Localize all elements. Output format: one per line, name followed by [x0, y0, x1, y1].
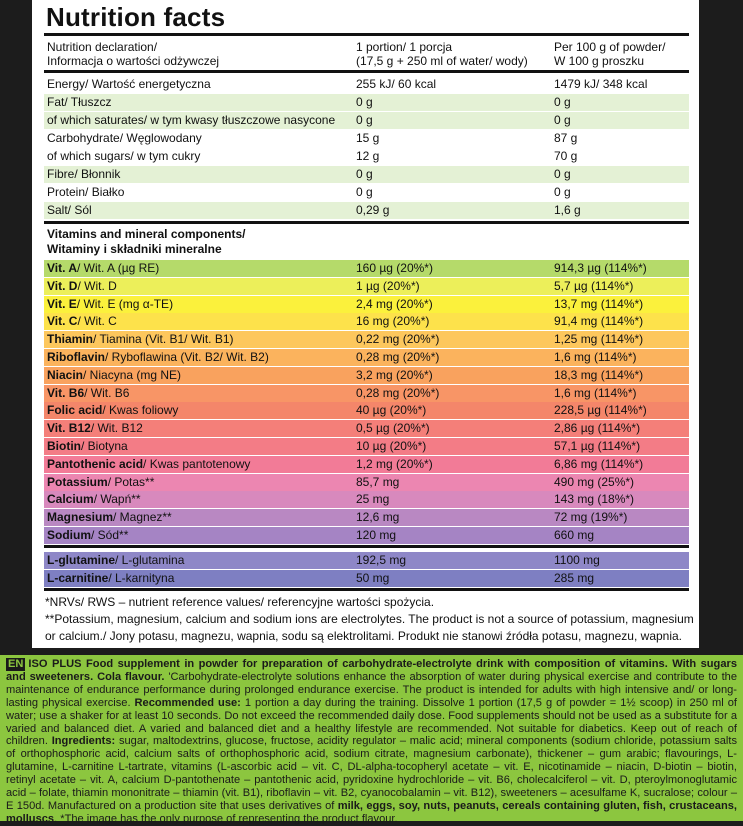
footnote-nrv: *NRVs/ RWS – nutrient reference values/ referencyjne wartości spożycia.	[45, 595, 435, 609]
nutrient-name: of which saturates/ w tym kwasy tłuszczowe nasycone	[47, 113, 336, 127]
portion-value: 0 g	[356, 113, 373, 127]
per100-value: 228,5 µg (114%*)	[554, 403, 647, 418]
per100-value: 57,1 µg (114%*)	[554, 439, 641, 453]
header-col2-line1: 1 portion/ 1 porcja	[356, 40, 453, 54]
per100-value: 2,86 µg (114%*)	[554, 421, 641, 436]
nutrient-name-bold: Riboflavin	[47, 350, 106, 364]
divider	[44, 221, 689, 224]
nutrient-name-bold: Calcium	[47, 492, 94, 507]
nutrient-name-rest: / Kwas pantotenowy	[143, 456, 251, 471]
per100-value: 13,7 mg (114%*)	[554, 296, 644, 311]
nutrient-name-bold: Vit. B12	[47, 421, 91, 436]
portion-value: 2,4 mg (20%*)	[356, 296, 433, 311]
nutrient-name	[47, 402, 178, 419]
per100-value: 1,25 mg (114%*)	[554, 332, 644, 347]
nutrient-name	[47, 313, 117, 330]
nutrient-name-rest: / Potas**	[107, 474, 155, 489]
product-lead: ISO PLUS Food supplement in powder for preparation of carbohydrate-electrolyte drink with composition of vitamins. With sugars and sweeteners. Cola flavour.	[6, 658, 737, 683]
vitamins-heading-line1: Vitamins and mineral components/	[47, 227, 246, 241]
header-col1-line1: Nutrition declaration/	[47, 40, 158, 54]
table-row	[44, 491, 689, 508]
table-row	[44, 278, 689, 295]
portion-value: 3,2 mg (20%*)	[356, 367, 433, 382]
nutrient-name-rest: / Magnez**	[113, 510, 172, 525]
nutrient-name-rest: / Wit. B12	[90, 421, 143, 436]
nutrient-name-rest: / Biotyna	[81, 439, 128, 453]
nutrient-name-bold: L-carnitine	[47, 570, 109, 585]
nutrient-name	[47, 456, 250, 473]
nutrient-name-bold: Folic acid	[47, 403, 103, 418]
portion-value: 255 kJ/ 60 kcal	[356, 77, 437, 91]
nutrient-name	[47, 438, 128, 455]
table-row	[44, 420, 689, 437]
header-col1-line2: Informacja o wartości odżywczej	[47, 54, 220, 68]
nutrient-name-rest: / Kwas foliowy	[102, 403, 179, 418]
per100-value: 5,7 µg (114%*)	[554, 278, 634, 293]
portion-value: 85,7 mg	[356, 474, 400, 489]
table-row	[44, 349, 689, 366]
nutrient-name	[47, 296, 173, 313]
table-row	[44, 260, 689, 277]
portion-value: 10 µg (20%*)	[356, 439, 427, 453]
table-row	[44, 474, 689, 491]
nutrient-name-bold: Vit. E	[47, 296, 77, 311]
nutrient-name-rest: / Wapń**	[93, 492, 141, 507]
header-col2-line2: (17,5 g + 250 ml of water/ wody)	[356, 54, 528, 68]
nutrient-name-bold: Niacin	[47, 367, 84, 382]
per100-value: 91,4 mg (114%*)	[554, 314, 644, 329]
nutrient-name-rest: / Wit. D	[77, 278, 117, 293]
nutrient-name-rest: / Wit. C	[77, 314, 117, 329]
table-row	[44, 552, 689, 569]
disclaimer-text: . *The image has the only purpose of representing the product flavour.	[54, 812, 398, 825]
table-row	[44, 184, 689, 201]
nutrient-name-bold: Potassium	[47, 474, 108, 489]
allergens-text: milk, eggs, soy, nuts, peanuts, cereals containing gluten, fish, crustaceans, molluscs	[6, 799, 737, 825]
per100-value: 0 g	[554, 185, 571, 199]
nutrient-name	[47, 278, 117, 295]
nutrient-name	[47, 331, 234, 348]
table-row	[44, 456, 689, 473]
table-row	[44, 367, 689, 384]
nutrient-name-bold: L-glutamine	[47, 553, 115, 567]
per100-value: 0 g	[554, 113, 571, 127]
divider	[44, 70, 689, 73]
language-badge: EN	[8, 658, 24, 670]
table-row	[44, 509, 689, 526]
nutrient-name: Salt/ Sól	[47, 203, 92, 217]
nutrient-name-bold: Biotin	[47, 439, 81, 453]
per100-value: 143 mg (18%*)	[554, 492, 635, 507]
nutrient-name	[47, 385, 129, 402]
portion-value: 160 µg (20%*)	[356, 261, 433, 275]
portion-value: 0 g	[356, 95, 373, 109]
portion-value: 0,5 µg (20%*)	[356, 421, 430, 436]
per100-value: 660 mg	[554, 528, 595, 542]
portion-value: 0,22 mg (20%*)	[356, 332, 440, 347]
nutrient-name	[47, 367, 181, 384]
table-row	[44, 94, 689, 111]
divider	[44, 588, 689, 591]
nutrient-name-rest: / L-karnityna	[108, 570, 175, 585]
table-row	[44, 76, 689, 93]
nutrient-name-rest: / Wit. A (µg RE)	[77, 261, 160, 275]
nutrient-name: Energy/ Wartość energetyczna	[47, 77, 211, 91]
table-row	[44, 202, 689, 219]
recommended-use-text: 1 portion a day during the training. Dissolve 1 portion (17,5 g of powder = 1½ scoop) in 250 ml of water; use a shaker for at least 10 seconds. Do not exceed the recommended daily dose. Food supplements should not be used as a substitute for a varied and balanced diet. A varied and balanced diet and a healthy lifestyle are recommended. Not suitable for diabetics. Keep out of reach of children.	[6, 696, 738, 748]
nutrient-name-bold: Vit. A	[47, 261, 78, 275]
portion-value: 0,28 mg (20%*)	[356, 385, 440, 400]
claims-text: 'Carbohydrate-electrolyte solutions enhance the absorption of water during physical exercise and contribute to the maintenance of endurance performance during prolonged endurance exercise. The product is intended for adults with high intensive and/ or long-lasting physical exercise.	[6, 670, 738, 709]
nutrient-name-bold: Pantothenic acid	[47, 456, 144, 471]
per100-value: 285 mg	[554, 570, 595, 585]
portion-value: 0 g	[356, 185, 373, 199]
ingredients-text: sugar, maltodextrins, glucose, fructose, acidity regulator – malic acid; mineral components (sodium chloride, potassium salts of orthophosphoric acid, calcium salts of orthophosphoric acid, sodium citrate, magnesium carbonate), thickener – gum arabic; flavourings, L-glutamine, L-carnitine L-tartrate, vitamins (L-ascorbic acid – vit. C, DL-alpha-tocopheryl acetate – vit. E, nicotinamide – niacin, D-biotin – biotin, retinyl acetate – vit. A, calcium D-pantothenate – pantothenic acid, pyridoxine hydrochloride – vit. B6, cholecalciferol – vit. D, pteroylmonoglutamic acid – folate, thiamin mononitrate – thiamin (vit. B1), riboflavin – vit. B2, cyanocobalamin – vit. B12), sweeteners – acesulfame K, sucralose; colour – E 150d. Manufactured on a production site that uses derivatives of	[6, 735, 738, 812]
nutrient-name-bold: Vit. B6	[47, 385, 85, 400]
per100-value: 914,3 µg (114%*)	[554, 261, 647, 275]
per100-value: 18,3 mg (114%*)	[554, 367, 644, 382]
nutrient-name	[47, 491, 141, 508]
table-row	[44, 527, 689, 544]
nutrition-facts-panel	[32, 0, 699, 648]
footnote-electrolytes-pl: or calcium./ Jony potasu, magnezu, wapnia, sodu są elektrolitami. Produkt nie stanowi źródła potasu, magnezu, wapnia.	[45, 629, 683, 643]
nutrient-name	[47, 260, 159, 277]
nutrient-name	[47, 570, 174, 587]
nutrient-name	[47, 509, 172, 526]
per100-value: 1,6 mg (114%*)	[554, 385, 637, 400]
portion-value: 1,2 mg (20%*)	[356, 456, 433, 471]
portion-value: 50 mg	[356, 570, 390, 585]
portion-value: 0 g	[356, 167, 373, 181]
per100-value: 490 mg (25%*)	[554, 474, 635, 489]
table-row	[44, 570, 689, 587]
per100-value: 0 g	[554, 167, 571, 181]
per100-value: 1479 kJ/ 348 kcal	[554, 77, 648, 91]
per100-value: 6,86 mg (114%*)	[554, 456, 644, 471]
nutrient-name-bold: Vit. C	[47, 314, 78, 329]
table-row	[44, 148, 689, 165]
per100-value: 72 mg (19%*)	[554, 510, 628, 525]
divider	[44, 33, 689, 36]
nutrient-name-bold: Vit. D	[47, 278, 78, 293]
table-row	[44, 438, 689, 455]
recommended-use-label: Recommended use:	[134, 696, 241, 709]
nutrient-name-rest: / Tiamina (Vit. B1/ Wit. B1)	[93, 332, 234, 347]
nutrient-name: Carbohydrate/ Węglowodany	[47, 131, 202, 145]
nutrient-name-rest: / Sód**	[91, 528, 129, 542]
vitamins-heading-line2: Witaminy i składniki mineralne	[47, 242, 222, 256]
table-header	[44, 40, 689, 68]
nutrient-name-bold: Thiamin	[47, 332, 94, 347]
table-row	[44, 385, 689, 402]
per100-value: 1,6 g	[554, 203, 581, 217]
portion-value: 12 g	[356, 149, 380, 163]
nutrient-name: of which sugars/ w tym cukry	[47, 149, 201, 163]
table-row	[44, 166, 689, 183]
nutrient-name-bold: Sodium	[47, 528, 91, 542]
portion-value: 16 mg (20%*)	[356, 314, 430, 329]
portion-value: 192,5 mg	[356, 553, 407, 567]
nutrient-name-rest: / Wit. E (mg α-TE)	[76, 296, 174, 311]
portion-value: 120 mg	[356, 528, 397, 542]
per100-value: 1100 mg	[554, 553, 600, 567]
nutrient-name	[47, 527, 128, 544]
table-row	[44, 313, 689, 330]
portion-value: 0,29 g	[356, 203, 390, 217]
table-row	[44, 402, 689, 419]
header-col3-line1: Per 100 g of powder/	[554, 40, 666, 54]
per100-value: 1,6 mg (114%*)	[554, 350, 637, 364]
nutrient-name	[47, 349, 269, 366]
header-col3-line2: W 100 g proszku	[554, 54, 645, 68]
nutrient-name-rest: / L-glutamina	[115, 553, 185, 567]
product-description	[6, 658, 737, 826]
footnote-electrolytes-en: **Potassium, magnesium, calcium and sodium ions are electrolytes. The product is not a source of potassium, magnesium	[45, 612, 694, 626]
nutrient-name	[47, 474, 154, 491]
portion-value: 0,28 mg (20%*)	[356, 350, 440, 364]
per100-value: 0 g	[554, 95, 571, 109]
portion-value: 1 µg (20%*)	[356, 278, 420, 293]
nutrient-name: Fibre/ Błonnik	[47, 167, 121, 181]
nutrient-name-rest: / Wit. B6	[84, 385, 130, 400]
nutrient-name-rest: / Niacyna (mg NE)	[83, 367, 182, 382]
portion-value: 25 mg	[356, 492, 390, 507]
page-title: Nutrition facts	[46, 2, 226, 32]
nutrient-name-rest: / Ryboflawina (Vit. B2/ Wit. B2)	[105, 350, 269, 364]
per100-value: 87 g	[554, 131, 578, 145]
portion-value: 12,6 mg	[356, 510, 400, 525]
nutrient-name: Fat/ Tłuszcz	[47, 95, 112, 109]
portion-value: 40 µg (20%*)	[356, 403, 427, 418]
table-row	[44, 112, 689, 129]
table-row	[44, 331, 689, 348]
portion-value: 15 g	[356, 131, 380, 145]
nutrient-name: Protein/ Białko	[47, 185, 125, 199]
ingredients-label: Ingredients:	[51, 735, 116, 748]
table-row	[44, 296, 689, 313]
nutrient-name	[47, 552, 184, 569]
nutrient-name	[47, 420, 143, 437]
per100-value: 70 g	[554, 149, 578, 163]
nutrient-name-bold: Magnesium	[47, 510, 114, 525]
table-row	[44, 130, 689, 147]
divider	[44, 545, 689, 548]
product-description-panel	[0, 655, 743, 825]
